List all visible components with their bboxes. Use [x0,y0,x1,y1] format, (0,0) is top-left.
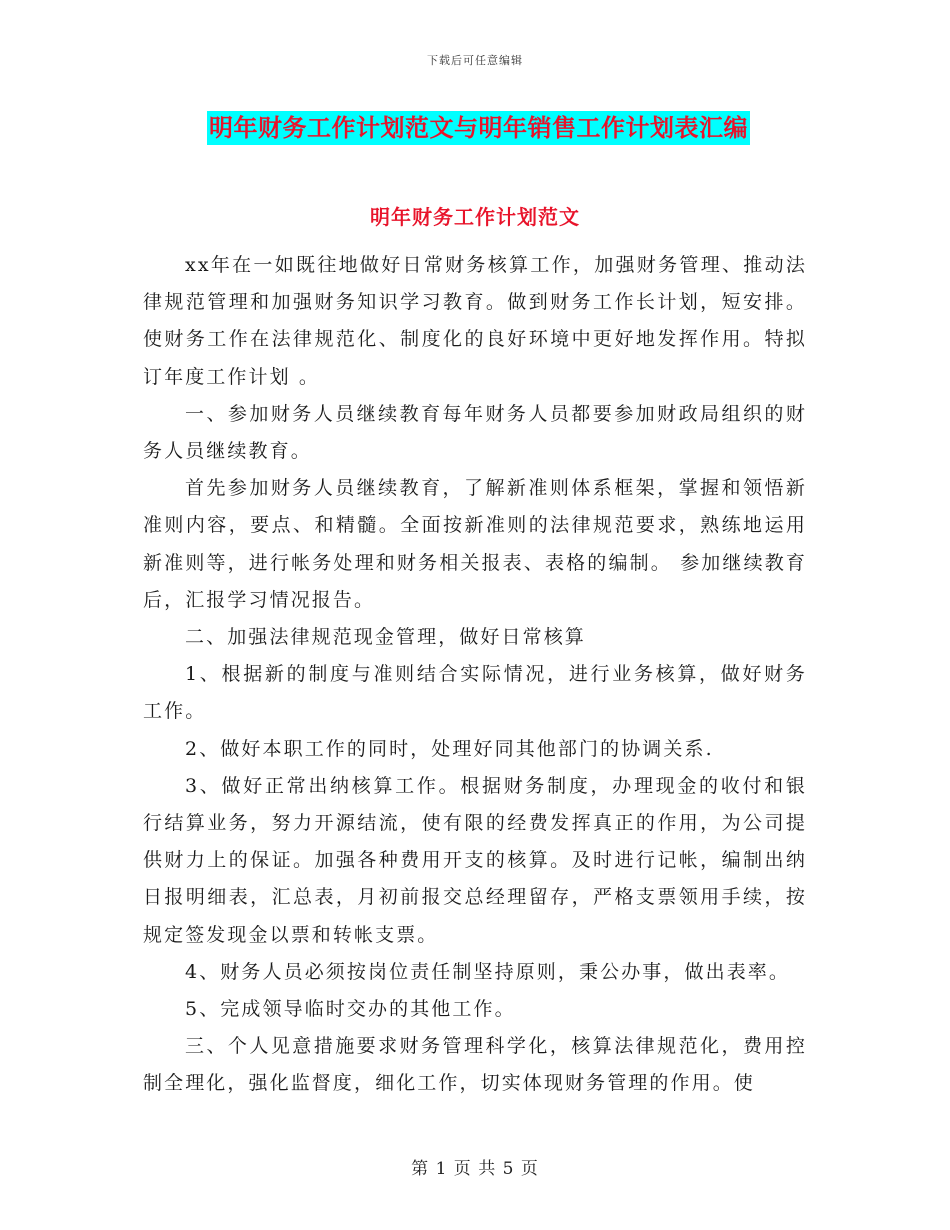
paragraph-intro: xx年在一如既往地做好日常财务核算工作，加强财务管理、推动法律规范管理和加强财务知识学习教育。做到财务工作长计划，短安排。使财务工作在法律规范化、制度化的良好环境中更好地发挥作用。特拟订年度工作计划 。 [143,254,807,388]
page-header-note: 下载后可任意编辑 [427,54,523,67]
paragraph-heading-3: 三、个人见意措施要求财务管理科学化，核算法律规范化，费用控制全理化，强化监督度，细化工作，切实体现财务管理的作用。使 [143,1035,807,1095]
list-item: 2、做好本职工作的同时，处理好同其他部门的协调关系. [185,737,714,760]
document-title: 明年财务工作计划范文与明年销售工作计划表汇编 [207,111,750,145]
paragraph-heading-2: 二、加强法律规范现金管理，做好日常核算 [185,626,586,649]
list-item: 5、完成领导临时交办的其他工作。 [185,998,516,1021]
page-number-footer: 第 1 页 共 5 页 [411,1159,539,1179]
list-item: 3、做好正常出纳核算工作。根据财务制度，办理现金的收付和银行结算业务，努力开源结流，使有限的经费发挥真正的作用，为公司提供财力上的保证。加强各种费用开支的核算。及时进行记帐，编制出纳日报明细表，汇总表，月初前报交总经理留存，严格支票领用手续，按规定签发现金以票和转帐支票。 [143,774,807,946]
paragraph-heading-1: 一、参加财务人员继续教育每年财务人员都要参加财政局组织的财务人员继续教育。 [143,402,807,463]
document-body [143,247,807,1103]
paragraph: 首先参加财务人员继续教育，了解新准则体系框架，掌握和领悟新准则内容，要点、和精髓。全面按新准则的法律规范要求，熟练地运用新准则等，进行帐务处理和财务相关报表、表格的编制。 参加继续教育后，汇报学习情况报告。 [143,477,807,611]
section-title: 明年财务工作计划范文 [370,205,580,229]
list-item: 4、财务人员必须按岗位责任制坚持原则，秉公办事，做出表率。 [185,960,790,983]
list-item: 1、根据新的制度与准则结合实际情况，进行业务核算，做好财务工作。 [143,663,807,723]
